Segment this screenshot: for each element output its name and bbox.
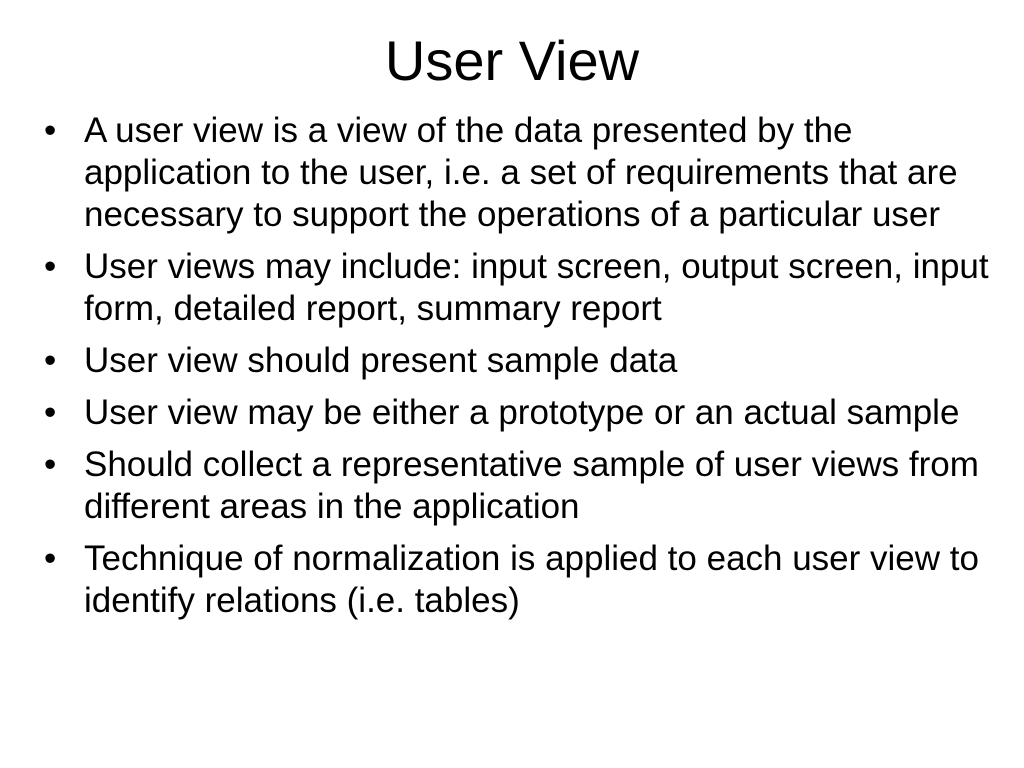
bullet-item <box>44 444 994 528</box>
bullet-marker: • <box>44 341 57 380</box>
bullet-marker: • <box>44 247 57 286</box>
bullet-item <box>44 392 994 434</box>
bullet-text: A user view is a view of the data presented by the application to the user, i.e. a set of requirements that are necessary to support the operations of a particular user <box>84 111 958 234</box>
bullet-item <box>44 110 994 236</box>
bullet-text: Should collect a representative sample of user views from different areas in the application <box>84 445 979 526</box>
bullet-text: User view may be either a prototype or an actual sample <box>84 393 960 432</box>
bullet-marker: • <box>44 445 57 484</box>
bullet-marker: • <box>44 539 57 578</box>
bullet-text: User view should present sample data <box>84 341 678 380</box>
bullet-text: User views may include: input screen, output screen, input form, detailed report, summary report <box>84 247 989 328</box>
bullet-text: Technique of normalization is applied to each user view to identify relations (i.e. tables) <box>84 539 979 620</box>
slide-title: User View <box>384 29 640 92</box>
bullet-list <box>44 110 994 632</box>
bullet-marker: • <box>44 111 57 150</box>
bullet-item <box>44 340 994 382</box>
bullet-marker: • <box>44 393 57 432</box>
bullet-item <box>44 538 994 622</box>
bullet-item <box>44 246 994 330</box>
